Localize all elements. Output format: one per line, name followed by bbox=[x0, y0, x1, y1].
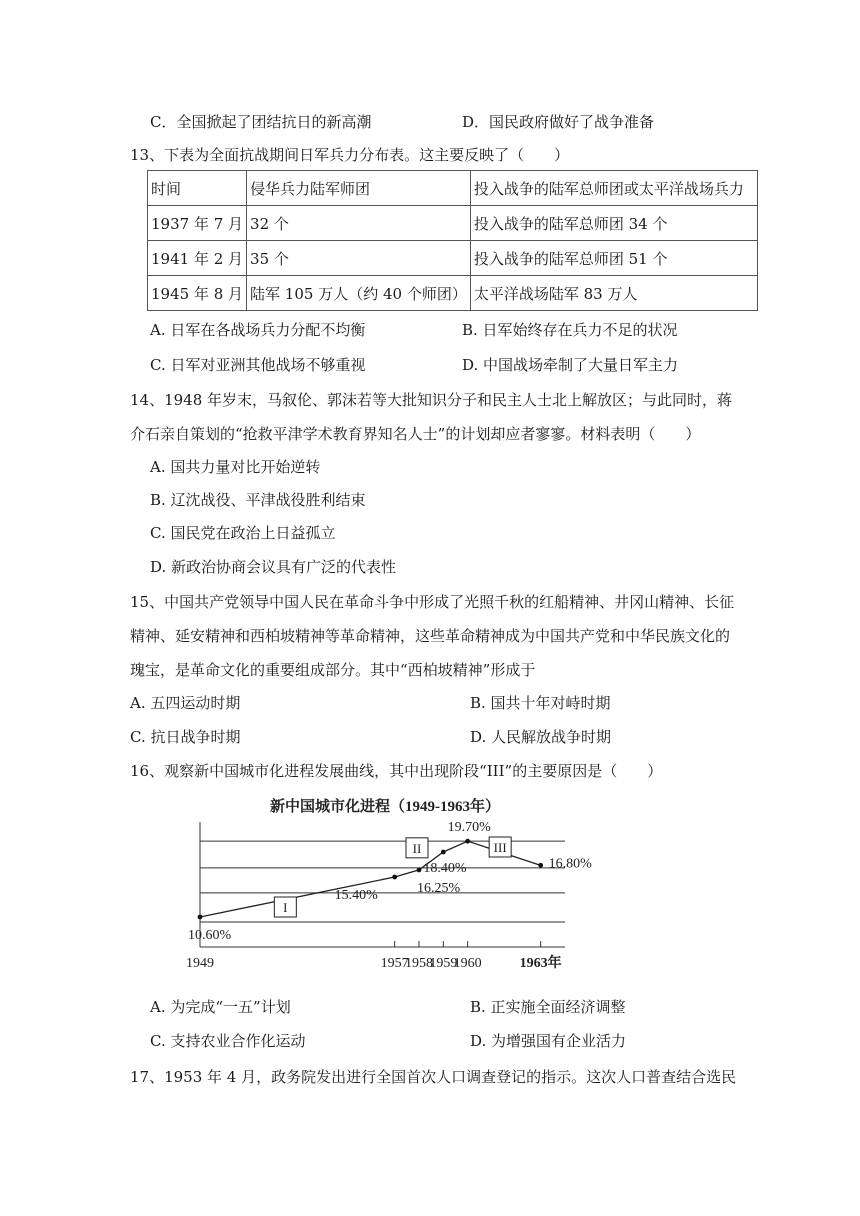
q16-stem: 16、观察新中国城市化进程发展曲线，其中出现阶段“III”的主要原因是（ ） bbox=[130, 762, 663, 780]
army-distribution-table bbox=[147, 170, 758, 311]
stage-2-box bbox=[406, 838, 428, 858]
q16-option-b: B. 正实施全面经济调整 bbox=[470, 998, 626, 1016]
urbanization-chart bbox=[186, 792, 595, 972]
data-label: 10.60% bbox=[188, 928, 232, 943]
table-cell: 35 个 bbox=[247, 241, 471, 276]
q13-stem: 13、下表为全面抗战期间日军兵力分布表。这主要反映了（ ） bbox=[130, 146, 570, 164]
x-tick-label: 1949 bbox=[186, 956, 214, 971]
urbanization-line-chart bbox=[186, 792, 595, 972]
stage-3-box bbox=[489, 837, 511, 857]
q13-option-a: A. 日军在各战场兵力分配不均衡 bbox=[150, 321, 366, 339]
data-point bbox=[198, 915, 203, 920]
chart-data-labels bbox=[188, 820, 592, 943]
data-point bbox=[538, 863, 543, 868]
q13-option-c: C. 日军对亚洲其他战场不够重视 bbox=[150, 356, 366, 374]
x-tick-label: 1957 bbox=[380, 956, 409, 971]
q14-option-b: B. 辽沈战役、平津战役胜利结束 bbox=[150, 491, 366, 509]
table-cell: 1941 年 2 月 bbox=[148, 241, 247, 276]
q14-option-d: D. 新政治协商会议具有广泛的代表性 bbox=[150, 558, 397, 576]
q12-option-d: D．国民政府做好了战争准备 bbox=[462, 113, 655, 131]
q14-option-c: C. 国民党在政治上日益孤立 bbox=[150, 524, 336, 542]
q13-option-d: D. 中国战场牵制了大量日军主力 bbox=[462, 356, 679, 374]
table-cell: 投入战争的陆军总师团 51 个 bbox=[470, 241, 757, 276]
q15-stem-line1: 15、中国共产党领导中国人民在革命斗争中形成了光照千秋的红船精神、井冈山精神、长征 bbox=[130, 593, 735, 611]
table-header-cell: 投入战争的陆军总师团或太平洋战场兵力 bbox=[470, 171, 757, 206]
data-label: 16.80% bbox=[548, 856, 592, 872]
table-header-cell: 侵华兵力陆军师团 bbox=[247, 171, 471, 206]
table-cell: 32 个 bbox=[247, 206, 471, 241]
table-header-row bbox=[148, 171, 758, 206]
table-row bbox=[148, 276, 758, 311]
table-cell: 投入战争的陆军总师团 34 个 bbox=[470, 206, 757, 241]
q15-option-c: C. 抗日战争时期 bbox=[130, 728, 241, 746]
x-tick-label: 1963年 bbox=[519, 956, 562, 971]
stage-1-box bbox=[274, 897, 296, 917]
q17-stem-line1: 17、1953 年 4 月，政务院发出进行全国首次人口调查登记的指示。这次人口普查结合选民 bbox=[130, 1068, 737, 1086]
chart-x-ticks bbox=[186, 954, 562, 971]
x-tick-label: 1958 bbox=[405, 956, 433, 971]
q15-stem-line2: 精神、延安精神和西柏坡精神等革命精神，这些革命精神成为中国共产党和中华民族文化的 bbox=[130, 627, 731, 645]
data-label: 16.25% bbox=[417, 880, 461, 896]
q16-option-a: A. 为完成“一五”计划 bbox=[150, 998, 291, 1016]
q12-option-c: C．全国掀起了团结抗日的新高潮 bbox=[150, 113, 372, 131]
chart-title: 新中国城市化进程（1949-1963年） bbox=[270, 799, 500, 815]
data-point bbox=[465, 839, 470, 844]
table-cell: 1945 年 8 月 bbox=[148, 276, 247, 311]
q14-stem-line2: 介石亲自策划的“抢救平津学术教育界知名人士”的计划却应者寥寥。材料表明（ ） bbox=[130, 425, 701, 443]
q14-stem-line1: 14、1948 年岁末，马叙伦、郭沫若等大批知识分子和民主人士北上解放区；与此同时，蒋 bbox=[130, 391, 733, 409]
x-tick-label: 1959 bbox=[429, 956, 458, 971]
table-header-cell: 时间 bbox=[148, 171, 247, 206]
q15-option-a: A. 五四运动时期 bbox=[130, 694, 241, 712]
stage-label: III bbox=[493, 840, 507, 855]
table-cell: 1937 年 7 月 bbox=[148, 206, 247, 241]
data-point bbox=[441, 850, 446, 855]
data-label: 15.40% bbox=[334, 888, 378, 903]
q16-option-d: D. 为增强国有企业活力 bbox=[470, 1032, 627, 1050]
q16-option-c: C. 支持农业合作化运动 bbox=[150, 1032, 306, 1050]
stage-label: II bbox=[412, 840, 422, 856]
data-label: 18.40% bbox=[423, 861, 467, 876]
table-row bbox=[148, 206, 758, 241]
data-point bbox=[417, 868, 422, 873]
q15-option-d: D. 人民解放战争时期 bbox=[470, 728, 612, 746]
x-tick-label: 1960 bbox=[453, 956, 482, 971]
q15-stem-line3: 瑰宝，是革命文化的重要组成部分。其中“西柏坡精神”形成于 bbox=[130, 661, 536, 679]
table-cell: 太平洋战场陆军 83 万人 bbox=[470, 276, 757, 311]
data-point bbox=[392, 875, 397, 880]
q15-option-b: B. 国共十年对峙时期 bbox=[470, 694, 611, 712]
q13-option-b: B. 日军始终存在兵力不足的状况 bbox=[462, 321, 678, 339]
data-label: 19.70% bbox=[447, 820, 491, 836]
q14-option-a: A. 国共力量对比开始逆转 bbox=[150, 458, 321, 476]
table-cell: 陆军 105 万人（约 40 个师团） bbox=[247, 276, 471, 311]
stage-label: I bbox=[283, 900, 288, 915]
table-row bbox=[148, 241, 758, 276]
